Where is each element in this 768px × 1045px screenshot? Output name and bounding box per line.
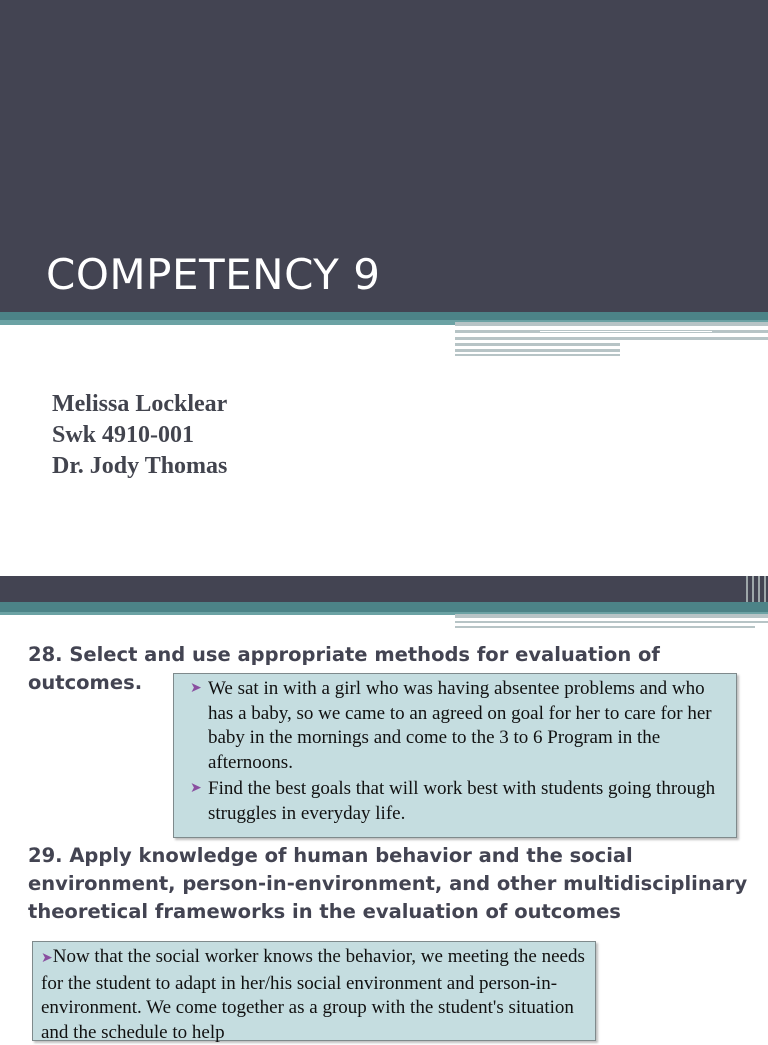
item-29-box (32, 941, 596, 1041)
accent-line (455, 354, 620, 356)
accent-line (455, 626, 755, 628)
list-item: ➤ Find the best goals that will work best with students going through struggles in everyday life. (190, 778, 716, 824)
content-header-band (0, 576, 768, 602)
accent-line (455, 621, 768, 623)
list-item: ➤ We sat in with a girl who was having absentee problems and who has a baby, so we came to an agreed on goal for her to care for her baby in the mornings and come to the 3 to 6 Program in the afternoons. (190, 678, 712, 773)
author-block (52, 389, 227, 482)
accent-line (455, 337, 768, 340)
accent-line (620, 343, 754, 344)
arrow-bullet-icon: ➤ (190, 781, 202, 796)
accent-line (455, 343, 620, 346)
item-28-box (173, 673, 737, 838)
accent-line (455, 322, 768, 326)
accent-band (0, 312, 768, 320)
item-29-paragraph: ➤Now that the social worker knows the behavior, we meeting the needs for the student to adapt in her/his social environment and person-in-environment. We come together as a group with the student's situation and the schedule to help (41, 946, 585, 1043)
item-29-heading: 29. Apply knowledge of human behavior and the social environment, person-in-environment, and other multidisciplinary theoretical frameworks in the evaluation of outcomes (28, 844, 748, 923)
instructor-name: Dr. Jody Thomas (52, 453, 228, 479)
arrow-bullet-icon: ➤ (190, 681, 202, 696)
content-slide (0, 576, 768, 1043)
item-28-heading: 28. Select and use appropriate methods for evaluation of outcomes. (28, 643, 660, 694)
author-name: Melissa Locklear (52, 391, 228, 417)
course-code: Swk 4910-001 (52, 422, 195, 448)
accent-line (455, 614, 768, 618)
accent-line (455, 349, 620, 352)
accent-line (540, 331, 712, 332)
slide-title: COMPETENCY 9 (46, 250, 381, 299)
accent-band (0, 602, 768, 612)
header-stripes (742, 576, 768, 602)
arrow-bullet-icon: ➤ (41, 951, 53, 966)
